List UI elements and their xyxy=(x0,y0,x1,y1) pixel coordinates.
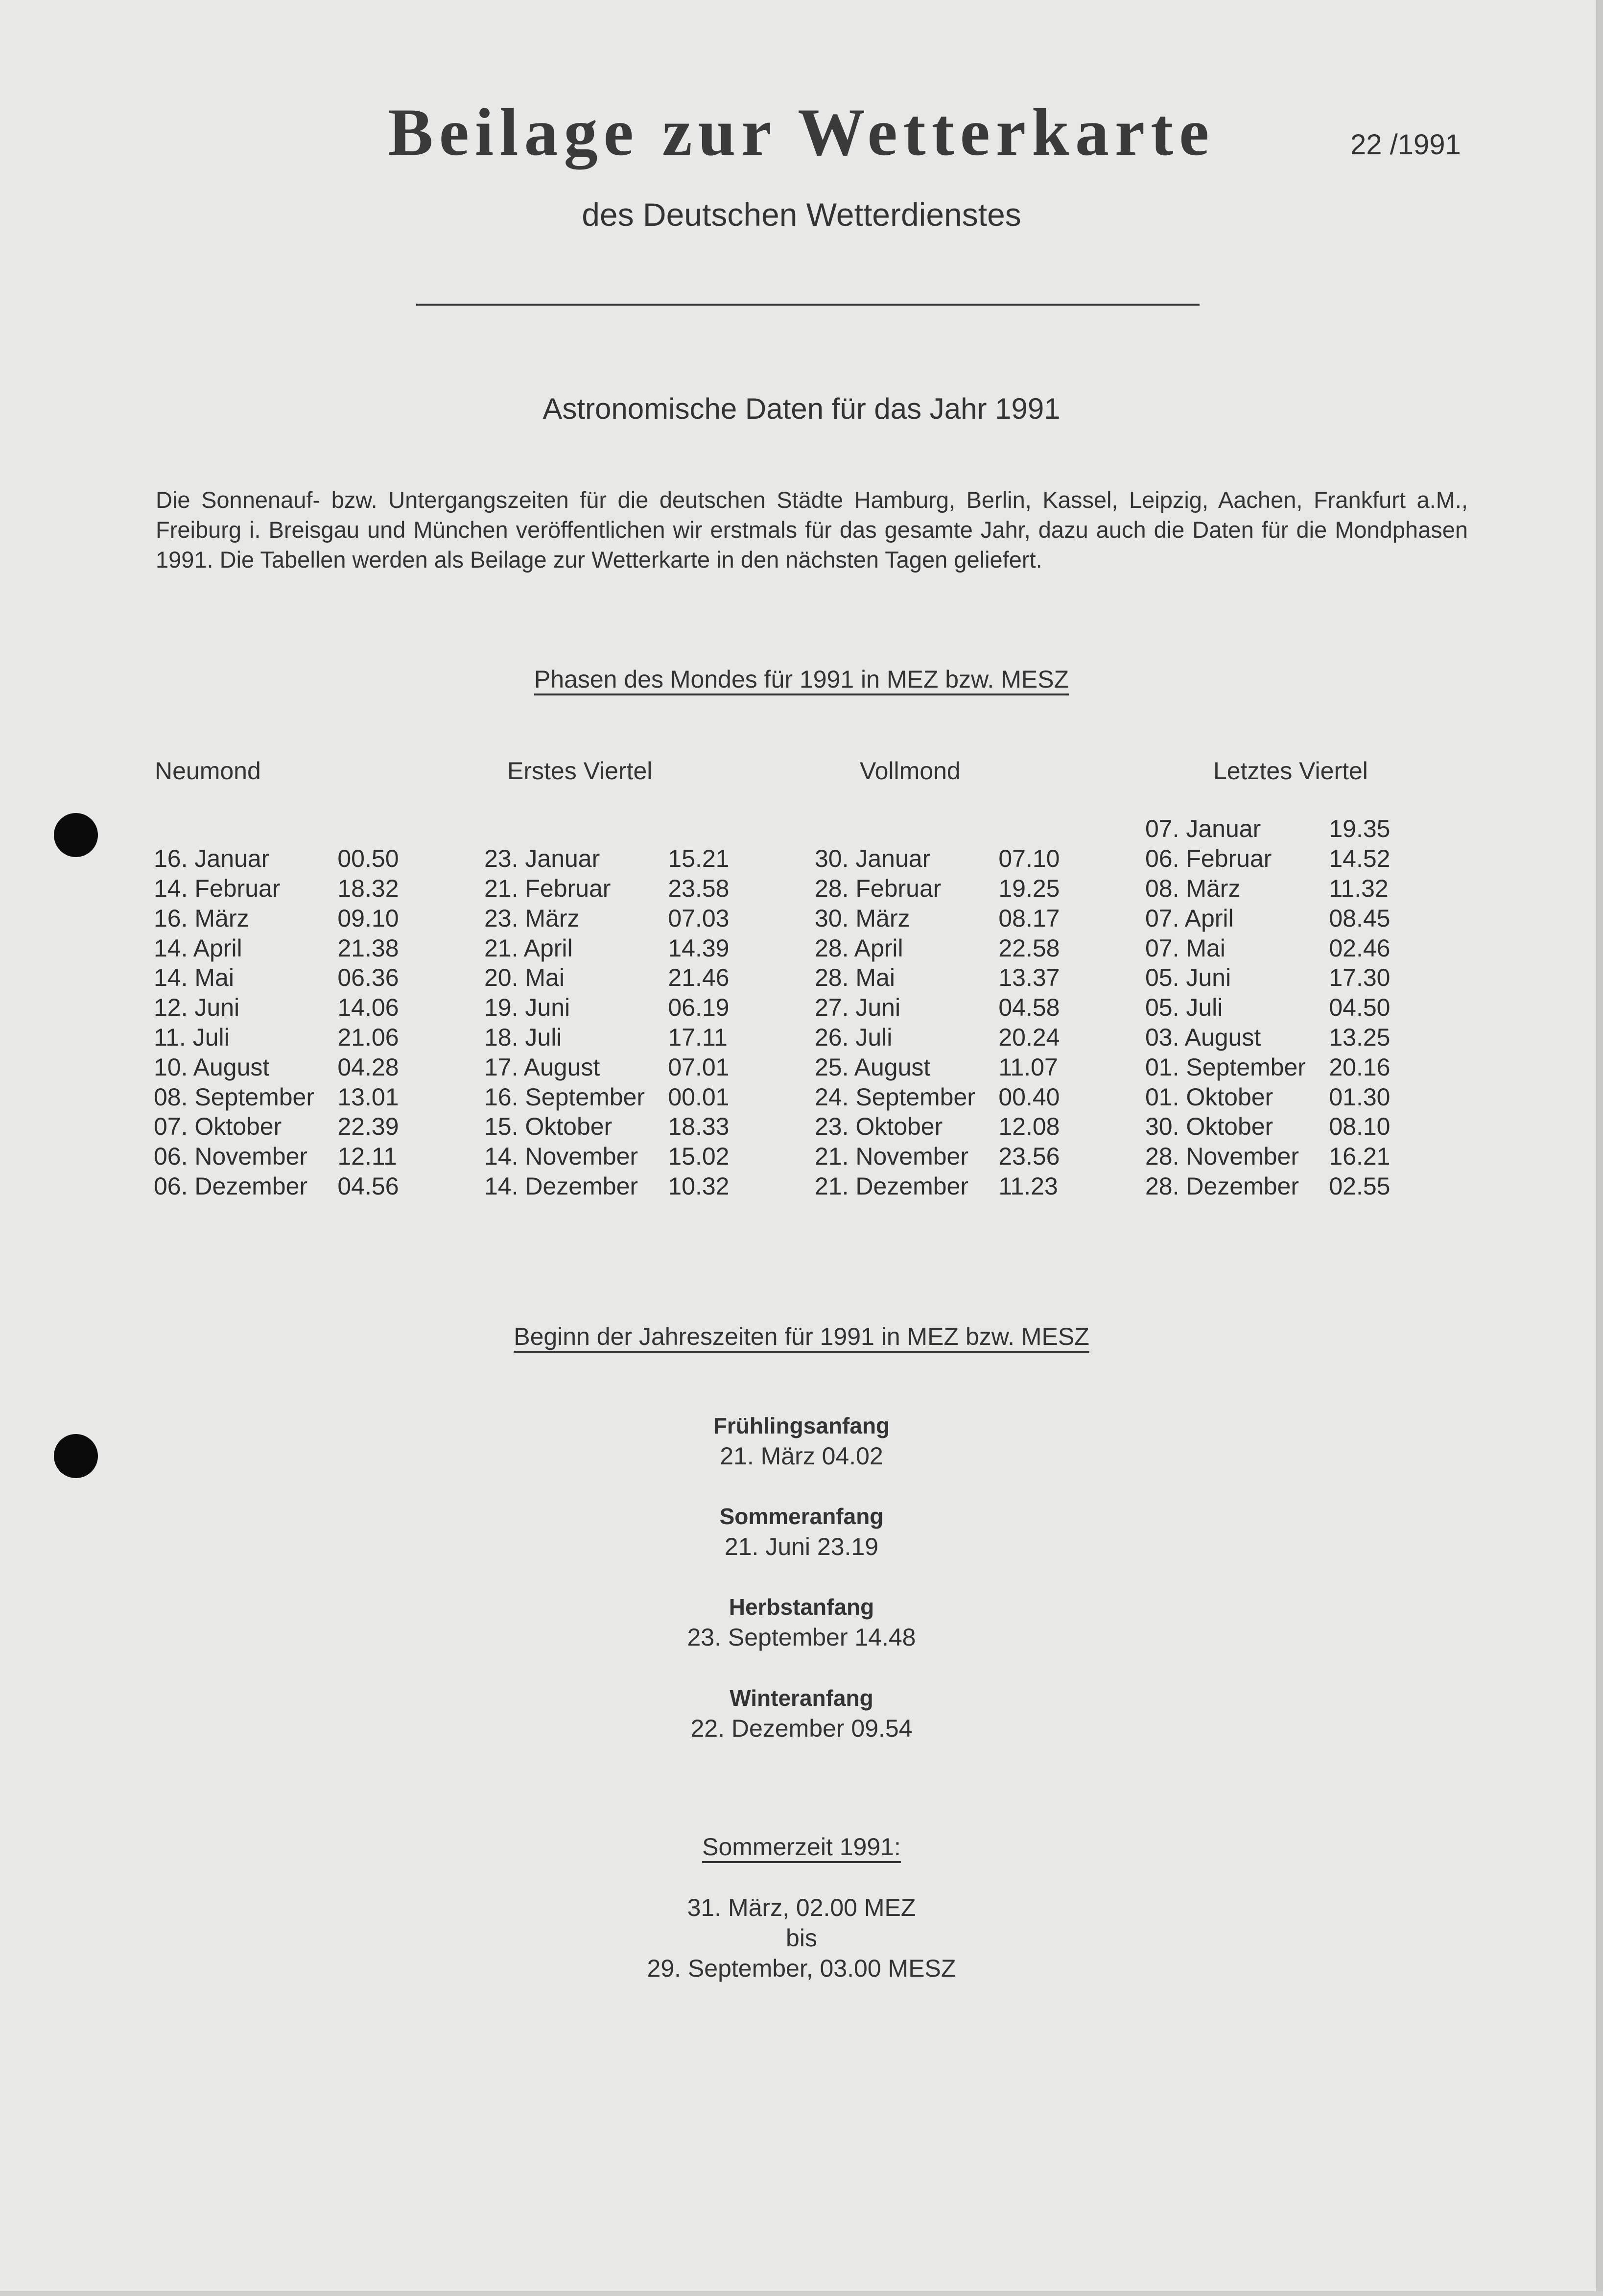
phase-date: 05. Juni xyxy=(1145,964,1231,992)
phase-time: 04.56 xyxy=(337,1172,399,1200)
phase-date: 20. Mai xyxy=(484,964,565,992)
table-row xyxy=(154,1023,1476,1052)
phase-time: 14.06 xyxy=(337,994,399,1022)
season-name: Frühlingsanfang xyxy=(713,1413,890,1438)
phase-date: 07. Oktober xyxy=(154,1113,282,1141)
phase-date: 14. Februar xyxy=(154,874,281,902)
dst-end: 29. September, 03.00 MESZ xyxy=(647,1955,956,1982)
phase-date: 28. April xyxy=(814,934,903,962)
phase-date: 14. November xyxy=(484,1143,638,1171)
phase-time xyxy=(668,814,815,844)
table-row xyxy=(154,903,1476,933)
seasons-heading-text: Beginn der Jahreszeiten für 1991 in MEZ bzw. MESZ xyxy=(514,1323,1089,1350)
phase-date: 14. April xyxy=(154,934,242,962)
phase-date: 14. Dezember xyxy=(484,1172,638,1200)
phase-date: 11. Juli xyxy=(154,1023,230,1051)
table-row xyxy=(154,1052,1476,1082)
phase-date: 24. September xyxy=(814,1083,975,1111)
punch-hole-upper xyxy=(54,813,98,857)
phase-time: 07.10 xyxy=(998,845,1060,873)
phase-date: 14. Mai xyxy=(154,964,234,992)
phase-date: 08. März xyxy=(1145,874,1241,902)
phase-time: 01.30 xyxy=(1329,1083,1391,1111)
phase-date: 21. Dezember xyxy=(814,1172,969,1200)
phase-date xyxy=(154,814,337,844)
season-name: Sommeranfang xyxy=(719,1504,884,1529)
phase-date: 12. Juni xyxy=(154,994,240,1022)
season-date: 23. September 14.48 xyxy=(687,1624,916,1651)
phase-date: 23. Januar xyxy=(484,845,600,873)
phase-date: 23. März xyxy=(484,904,580,932)
phase-date: 19. Juni xyxy=(484,994,570,1022)
phase-time: 09.10 xyxy=(337,904,399,932)
phase-time: 11.23 xyxy=(998,1172,1058,1200)
moon-phases-table xyxy=(154,814,1476,1201)
phase-date: 03. August xyxy=(1145,1023,1261,1051)
table-row xyxy=(154,814,1476,844)
phase-time: 10.32 xyxy=(668,1172,730,1200)
phase-time: 08.10 xyxy=(1329,1113,1391,1141)
phase-date: 07. Januar xyxy=(1145,815,1261,843)
phase-time: 12.08 xyxy=(998,1113,1060,1141)
seasons-heading xyxy=(0,1322,1603,1351)
phase-date: 21. November xyxy=(814,1143,969,1171)
phase-date: 28. Dezember xyxy=(1145,1172,1299,1200)
moon-phases-heading xyxy=(0,665,1603,694)
table-row xyxy=(154,963,1476,993)
intro-paragraph: Die Sonnenauf- bzw. Untergangszeiten für die deutschen Städte Hamburg, Berlin, Kassel, Leipzig, Aachen, Frankfurt a.M., Freiburg i. Breisgau und München veröffentlichen wir erstmals für das gesamte Jahr, dazu auch die Daten für die Mondphasen 1991. Die Tabellen werden als Beilage zur Wetterkarte in den nächsten Tagen geliefert. xyxy=(156,487,1468,573)
phase-time: 04.28 xyxy=(337,1053,399,1081)
season-spring xyxy=(0,1411,1603,1471)
phase-time: 14.39 xyxy=(668,934,730,962)
season-date: 21. März 04.02 xyxy=(720,1442,883,1470)
phase-time xyxy=(998,814,1145,844)
phase-time: 06.36 xyxy=(337,964,399,992)
phase-date: 10. August xyxy=(154,1053,270,1081)
phase-time: 13.37 xyxy=(998,964,1060,992)
phase-time: 08.45 xyxy=(1329,904,1391,932)
phase-time: 16.21 xyxy=(1329,1143,1391,1171)
phase-date: 21. April xyxy=(484,934,573,962)
phase-date: 01. Oktober xyxy=(1145,1083,1273,1111)
phase-time: 11.32 xyxy=(1329,874,1389,902)
phase-date: 05. Juli xyxy=(1145,994,1223,1022)
season-winter xyxy=(0,1683,1603,1744)
dst-start: 31. März, 02.00 MEZ xyxy=(687,1894,916,1921)
table-row xyxy=(154,993,1476,1023)
phase-time: 18.32 xyxy=(337,874,399,902)
phase-time: 17.11 xyxy=(668,1023,728,1051)
issue-number: 22 /1991 xyxy=(1350,129,1461,161)
phase-time: 02.55 xyxy=(1329,1172,1391,1200)
phase-time: 11.07 xyxy=(998,1053,1058,1081)
phase-time: 07.03 xyxy=(668,904,730,932)
column-header-letztes-viertel: Letztes Viertel xyxy=(1213,757,1368,785)
phase-time: 23.58 xyxy=(668,874,730,902)
table-row xyxy=(154,1082,1476,1112)
phase-time: 08.17 xyxy=(998,904,1060,932)
phase-date: 30. Oktober xyxy=(1145,1113,1273,1141)
phase-date xyxy=(815,814,998,844)
section-title: Astronomische Daten für das Jahr 1991 xyxy=(542,392,1061,425)
document-title: Beilage zur Wetterkarte xyxy=(388,95,1215,169)
phase-date: 15. Oktober xyxy=(484,1113,613,1141)
season-summer xyxy=(0,1501,1603,1562)
phase-date: 01. September xyxy=(1145,1053,1306,1081)
phase-time: 23.56 xyxy=(998,1143,1060,1171)
phase-time: 02.46 xyxy=(1329,934,1391,962)
phase-date: 21. Februar xyxy=(484,874,611,902)
phase-date: 17. August xyxy=(484,1053,600,1081)
phase-time: 13.25 xyxy=(1329,1023,1391,1051)
column-header-neumond: Neumond xyxy=(155,757,261,785)
table-row xyxy=(154,1112,1476,1142)
phase-time: 21.38 xyxy=(337,934,399,962)
phase-time: 18.33 xyxy=(668,1113,730,1141)
phase-date: 08. September xyxy=(154,1083,314,1111)
season-autumn xyxy=(0,1592,1603,1652)
table-row xyxy=(154,1142,1476,1172)
phase-time: 19.35 xyxy=(1329,815,1391,843)
column-header-erstes-viertel: Erstes Viertel xyxy=(507,757,653,785)
season-date: 21. Juni 23.19 xyxy=(724,1533,879,1560)
phase-time: 12.11 xyxy=(337,1143,397,1171)
phase-time: 13.01 xyxy=(337,1083,399,1111)
dst-heading xyxy=(0,1833,1603,1861)
phase-time: 21.06 xyxy=(337,1023,399,1051)
document-subtitle: des Deutschen Wetterdienstes xyxy=(582,196,1021,233)
phase-date: 06. Februar xyxy=(1145,845,1272,873)
phase-date: 25. August xyxy=(814,1053,931,1081)
phase-date: 16. März xyxy=(154,904,249,932)
phase-date: 28. Februar xyxy=(814,874,942,902)
phase-time: 20.24 xyxy=(998,1023,1060,1051)
phase-date: 07. April xyxy=(1145,904,1234,932)
phase-time: 00.40 xyxy=(998,1083,1060,1111)
phase-date: 30. Januar xyxy=(814,845,931,873)
table-row xyxy=(154,874,1476,904)
phase-time: 06.19 xyxy=(668,994,730,1022)
phase-time: 20.16 xyxy=(1329,1053,1391,1081)
phase-time: 07.01 xyxy=(668,1053,730,1081)
season-name: Winteranfang xyxy=(730,1685,873,1711)
phase-date: 16. Januar xyxy=(154,845,270,873)
phase-time: 21.46 xyxy=(668,964,730,992)
column-header-vollmond: Vollmond xyxy=(860,757,961,785)
dst-heading-text: Sommerzeit 1991: xyxy=(702,1833,901,1861)
phase-time: 00.50 xyxy=(337,845,399,873)
table-row xyxy=(154,1172,1476,1201)
phase-date: 06. Dezember xyxy=(154,1172,308,1200)
phase-time: 22.58 xyxy=(998,934,1060,962)
phase-time: 15.21 xyxy=(668,845,730,873)
phase-date: 07. Mai xyxy=(1145,934,1226,962)
phase-time: 04.50 xyxy=(1329,994,1391,1022)
phase-date xyxy=(484,814,668,844)
phase-date: 30. März xyxy=(814,904,910,932)
title-rule xyxy=(416,304,1200,306)
phase-time: 17.30 xyxy=(1329,964,1391,992)
phase-time: 22.39 xyxy=(337,1113,399,1141)
phase-date: 26. Juli xyxy=(814,1023,893,1051)
table-row xyxy=(154,933,1476,963)
phase-time: 00.01 xyxy=(668,1083,730,1111)
phase-date: 06. November xyxy=(154,1143,308,1171)
paper-edge-bottom xyxy=(0,2291,1603,2296)
phase-date: 16. September xyxy=(484,1083,645,1111)
dst-separator: bis xyxy=(786,1924,817,1952)
phase-date: 28. Mai xyxy=(814,964,895,992)
table-row xyxy=(154,844,1476,874)
moon-phases-heading-text: Phasen des Mondes für 1991 in MEZ bzw. MESZ xyxy=(534,666,1069,693)
phase-time: 19.25 xyxy=(998,874,1060,902)
phase-time xyxy=(337,814,484,844)
phase-date: 27. Juni xyxy=(814,994,901,1022)
phase-date: 28. November xyxy=(1145,1143,1299,1171)
phase-date: 23. Oktober xyxy=(814,1113,943,1141)
season-name: Herbstanfang xyxy=(729,1594,874,1620)
phase-time: 14.52 xyxy=(1329,845,1391,873)
season-date: 22. Dezember 09.54 xyxy=(690,1715,913,1742)
phase-date: 18. Juli xyxy=(484,1023,562,1051)
phase-time: 04.58 xyxy=(998,994,1060,1022)
phase-time: 15.02 xyxy=(668,1143,730,1171)
